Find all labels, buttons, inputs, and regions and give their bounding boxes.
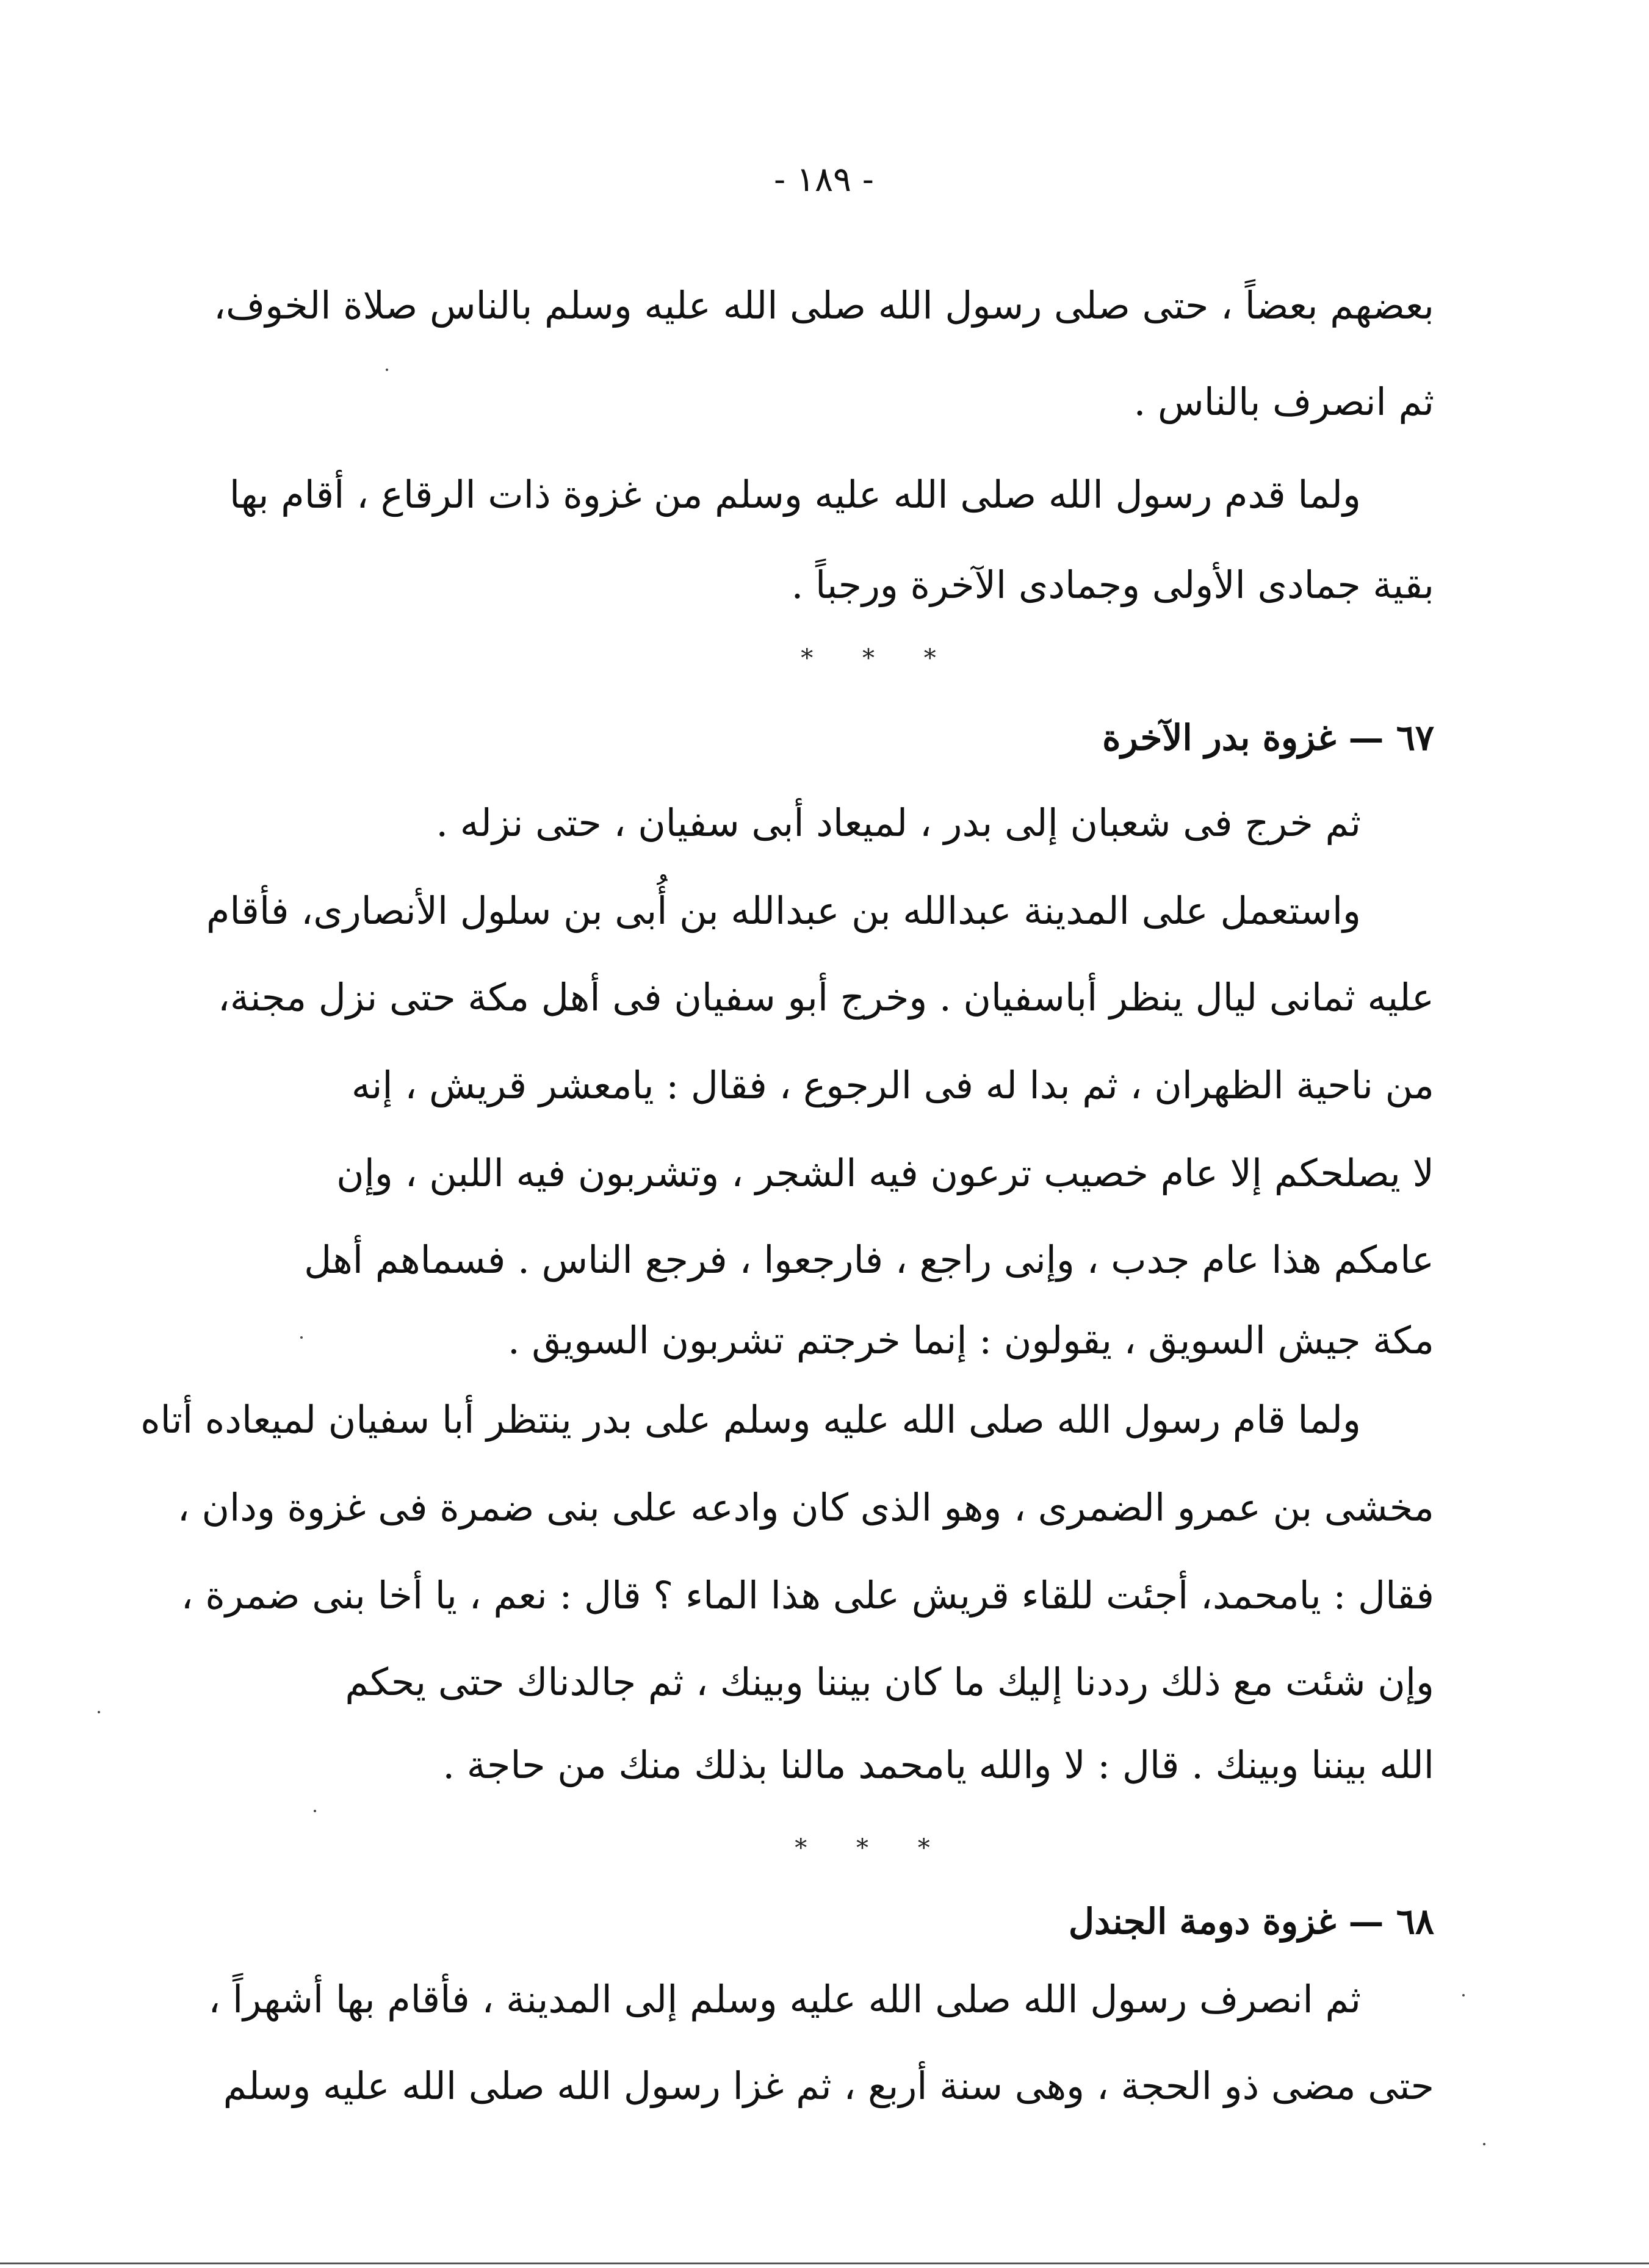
text-line: ثم انصرف رسول الله صلى الله عليه وسلم إلى المدينة ، فأقام بها أشهراً ، <box>208 1977 1361 2021</box>
scan-speck <box>300 1336 303 1339</box>
text-line: ولما قدم رسول الله صلى الله عليه وسلم من غزوة ذات الرقاع ، أقام بها <box>229 472 1361 517</box>
text-line: مكة جيش السويق ، يقولون : إنما خرجتم تشربون السويق . <box>507 1318 1434 1363</box>
scan-speck <box>1483 2143 1485 2145</box>
text-line: بقية جمادى الأولى وجمادى الآخرة ورجباً . <box>791 563 1434 607</box>
scan-speck <box>1462 1994 1465 1996</box>
text-line: حتى مضى ذو الحجة ، وهى سنة أربع ، ثم غزا رسول الله صلى الله عليه وسلم <box>223 2064 1434 2108</box>
text-line: من ناحية الظهران ، ثم بدا له فى الرجوع ، فقال : يامعشر قريش ، إنه <box>351 1063 1434 1107</box>
text-line: مخشى بن عمرو الضمرى ، وهو الذى كان وادعه على بنى ضمرة فى غزوة ودان ، <box>177 1485 1434 1530</box>
text-line: ثم انصرف بالناس . <box>1133 380 1434 424</box>
text-line: ولما قام رسول الله صلى الله عليه وسلم على بدر ينتظر أبا سفيان لميعاده أتاه <box>140 1397 1361 1442</box>
text-line: واستعمل على المدينة عبدالله بن عبدالله بن أُبى بن سلول الأنصارى، فأقام <box>206 888 1361 933</box>
page-number: - ١٨٩ - <box>774 160 874 200</box>
text-line: عامكم هذا عام جدب ، وإنى راجع ، فارجعوا ، فرجع الناس . فسماهم أهل <box>304 1237 1434 1282</box>
section-separator: * * * <box>795 1834 951 1862</box>
page-bottom-border <box>0 2263 1649 2264</box>
text-line: عليه ثمانى ليال ينظر أباسفيان . وخرج أبو سفيان فى أهل مكة حتى نزل مجنة، <box>217 975 1434 1020</box>
text-line: لا يصلحكم إلا عام خصيب ترعون فيه الشجر ، وتشربون فيه اللبن ، وإن <box>336 1151 1434 1195</box>
section-heading: ٦٨ — غزوة دومة الجندل <box>1068 1901 1434 1942</box>
body-text <box>140 0 1434 2268</box>
text-line: فقال : يامحمد، أجئت للقاء قريش على هذا الماء ؟ قال : نعم ، يا أخا بنى ضمرة ، <box>181 1573 1434 1618</box>
section-heading: ٦٧ — غزوة بدر الآخرة <box>1102 717 1434 758</box>
scan-speck <box>314 1810 316 1812</box>
scan-speck <box>98 1711 100 1713</box>
text-line: ثم خرج فى شعبان إلى بدر ، لميعاد أبى سفيان ، حتى نزله . <box>436 801 1361 845</box>
section-separator: * * * <box>801 644 957 672</box>
text-line: وإن شئت مع ذلك رددنا إليك ما كان بيننا وبينك ، ثم جالدناك حتى يحكم <box>345 1660 1434 1704</box>
scan-speck <box>386 369 388 371</box>
text-line: الله بيننا وبينك . قال : لا والله يامحمد مالنا بذلك منك من حاجة . <box>442 1743 1434 1787</box>
text-line: بعضهم بعضاً ، حتى صلى رسول الله صلى الله عليه وسلم بالناس صلاة الخوف، <box>214 283 1434 328</box>
